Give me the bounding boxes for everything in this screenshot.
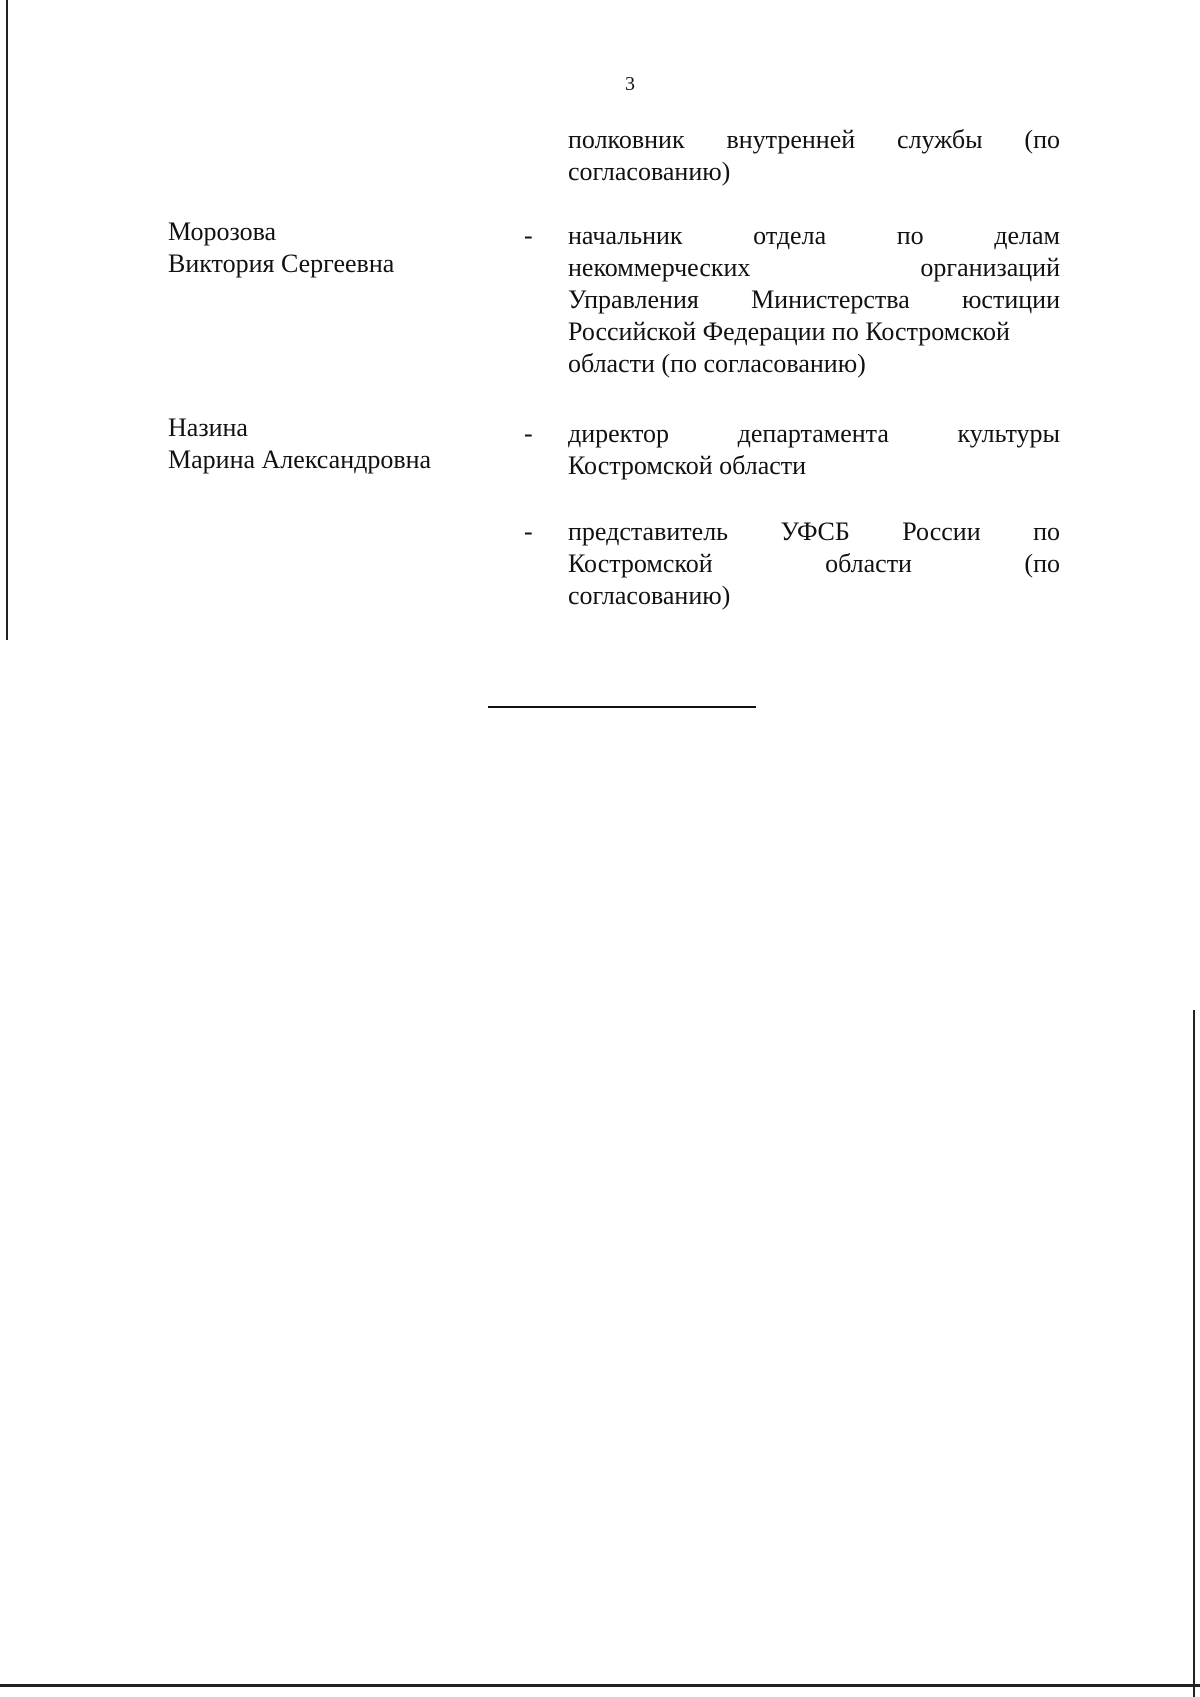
word: культуры: [957, 419, 1060, 448]
desc-line: [568, 418, 1060, 450]
word: представитель: [568, 517, 729, 546]
word: согласованию): [568, 157, 731, 186]
word: Министерства: [751, 285, 910, 314]
word: области (по согласованию): [568, 349, 866, 378]
desc-line: [568, 516, 1060, 548]
desc-line: [568, 284, 1060, 316]
word: Костромской: [568, 549, 713, 578]
desc-line: [568, 348, 1060, 380]
word: по: [896, 221, 924, 250]
desc-line: [568, 548, 1060, 580]
desc-line: [568, 580, 1060, 612]
given-names: Виктория Сергеевна: [168, 249, 395, 278]
word: УФСБ: [780, 517, 850, 546]
desc-line: [568, 156, 1060, 188]
entry-description-morozova: [568, 220, 1060, 380]
desc-line: [568, 124, 1060, 156]
given-names: Марина Александровна: [168, 445, 432, 474]
desc-line: [568, 220, 1060, 252]
entry-description-nazina: [568, 418, 1060, 482]
surname: Назина: [168, 413, 248, 442]
continuation-description: [568, 124, 1060, 188]
page-number: 3: [625, 73, 635, 95]
word: России: [902, 517, 981, 546]
word: Костромской области: [568, 451, 807, 480]
desc-line: [568, 252, 1060, 284]
scan-edge-left: [6, 0, 8, 640]
word: (по: [1024, 125, 1060, 154]
word: Управления: [568, 285, 699, 314]
surname: Морозова: [168, 217, 277, 246]
word: отдела: [753, 221, 827, 250]
word: внутренней: [726, 125, 856, 154]
entry-name-nazina: [168, 412, 498, 476]
word: службы: [897, 125, 983, 154]
word: организаций: [920, 253, 1060, 282]
word: делам: [994, 221, 1060, 250]
entry-description-fsb-representative: [568, 516, 1060, 612]
entry-dash: -: [524, 517, 533, 546]
entry-name-morozova: [168, 216, 498, 280]
desc-line: [568, 450, 1060, 482]
word: директор: [568, 419, 669, 448]
scan-edge-bottom: [0, 1684, 1200, 1687]
scan-edge-right: [1193, 1010, 1195, 1697]
entry-dash: -: [524, 419, 533, 448]
word: полковник: [568, 125, 685, 154]
word: некоммерческих: [568, 253, 751, 282]
desc-line: [568, 316, 1060, 348]
word: начальник: [568, 221, 683, 250]
entry-dash: -: [524, 221, 533, 250]
word: Российской Федерации по Костромской: [568, 317, 1010, 346]
word: департамента: [737, 419, 889, 448]
word: юстиции: [962, 285, 1060, 314]
end-of-list-rule: [488, 706, 756, 708]
word: (по: [1024, 549, 1060, 578]
word: согласованию): [568, 581, 731, 610]
word: области: [825, 549, 912, 578]
word: по: [1033, 517, 1060, 546]
